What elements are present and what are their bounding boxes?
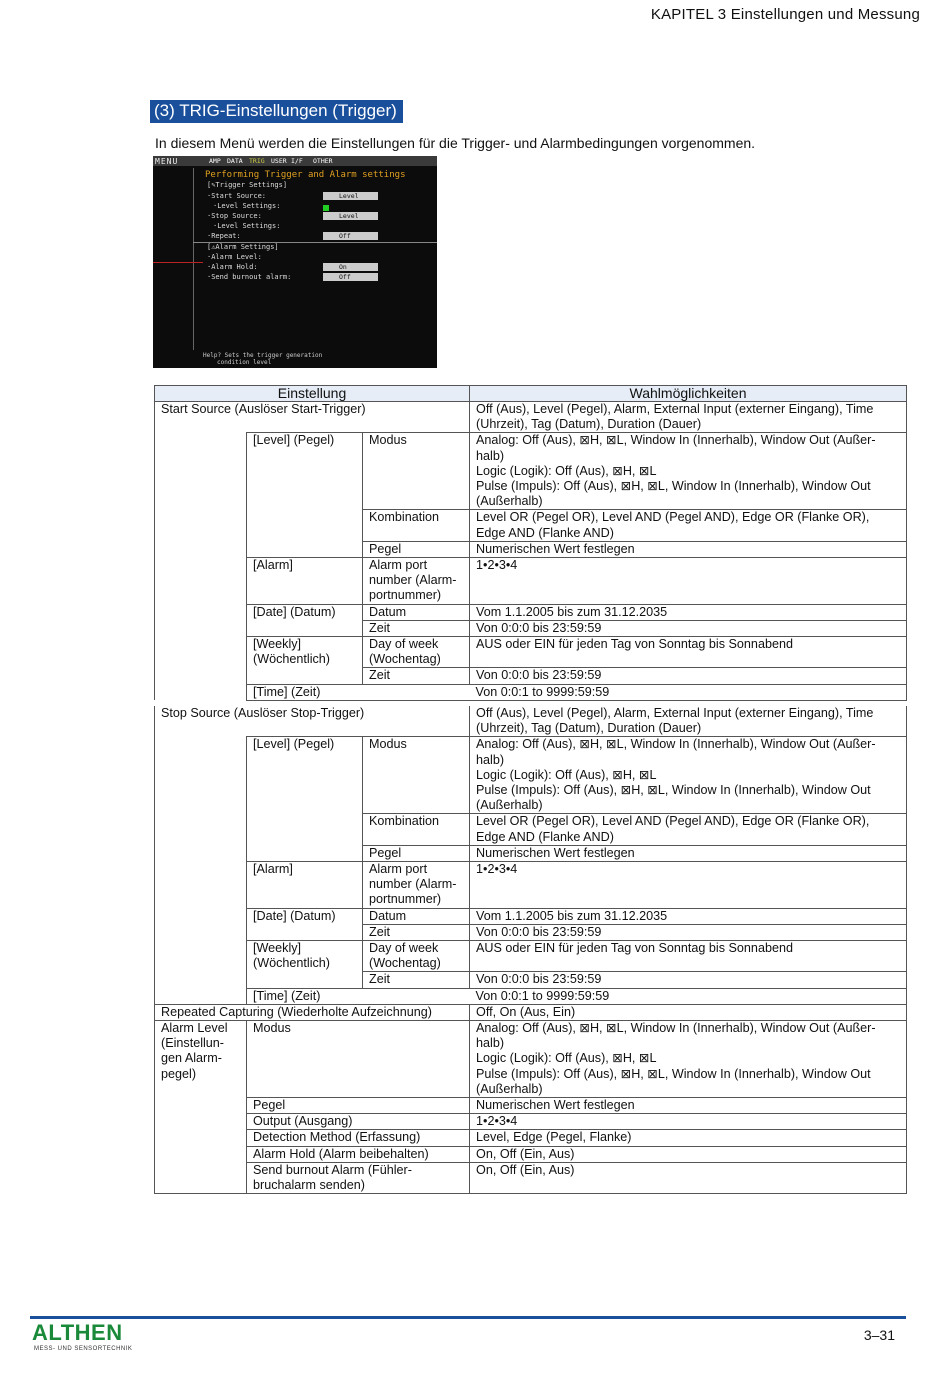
- table-row: [155, 706, 907, 737]
- cell-zeit-options: Von 0:0:0 bis 23:59:59: [470, 668, 907, 684]
- screen-help-text: Help? Sets the trigger generation: [203, 352, 323, 359]
- screen-line: ·Level Settings:: [213, 222, 281, 230]
- cell-modus-options: [470, 433, 907, 510]
- cell-time: [Time] (Zeit): [247, 988, 470, 1004]
- screen-tab-trig: TRIG: [249, 157, 265, 165]
- cell-alarm-port: Alarm port number (Alarm-portnummer): [363, 558, 470, 605]
- screen-tab-user: USER: [271, 157, 287, 165]
- table-row: [155, 604, 907, 620]
- footer-divider: [30, 1316, 906, 1319]
- cell-kombination: Kombination: [363, 510, 470, 541]
- cell-detection-options: Level, Edge (Pegel, Flanke): [470, 1130, 907, 1146]
- cell-start-source: Start Source (Auslöser Start-Trigger): [155, 402, 470, 433]
- table-row: [155, 737, 907, 814]
- cell-ports: 1•2•3•4: [470, 558, 907, 605]
- table-row: [155, 637, 907, 668]
- cell-modus: Modus: [363, 433, 470, 510]
- cell-pegel-options: Numerischen Wert festlegen: [470, 845, 907, 861]
- cell-date: [Date] (Datum): [247, 908, 363, 940]
- screen-trace-line: [153, 262, 203, 263]
- device-screenshot: [153, 156, 437, 368]
- screen-help-text: condition level: [217, 359, 272, 366]
- cell-zeit: Zeit: [363, 620, 470, 636]
- cell-datum-options: Vom 1.1.2005 bis zum 31.12.2035: [470, 604, 907, 620]
- cell-dow-options: AUS oder EIN für jeden Tag von Sonntag bis Sonnabend: [470, 637, 907, 668]
- cell-output-options: 1•2•3•4: [470, 1114, 907, 1130]
- screen-line: [⚠Alarm Settings]: [207, 243, 279, 251]
- table-row: [155, 1146, 907, 1162]
- cell-kombination: Kombination: [363, 814, 470, 845]
- cell-pegel-options: Numerischen Wert festlegen: [470, 1098, 907, 1114]
- screen-tab-amp: AMP: [209, 157, 221, 165]
- settings-table-stop: [154, 706, 907, 1194]
- cell-repeated-options: Off, On (Aus, Ein): [470, 1004, 907, 1020]
- cell-zeit-options: Von 0:0:0 bis 23:59:59: [470, 972, 907, 988]
- screen-line: ·Alarm Level:: [207, 253, 262, 261]
- cell-zeit: Zeit: [363, 924, 470, 940]
- cell-zeit: Zeit: [363, 972, 470, 988]
- table-header-row: [155, 386, 907, 402]
- screen-tab-other: OTHER: [313, 157, 333, 165]
- cell-weekly: [Weekly] (Wöchentlich): [247, 637, 363, 685]
- logo-subtitle: MESS- UND SENSORTECHNIK: [34, 1346, 133, 1352]
- table-row: [155, 1162, 907, 1193]
- screen-line: ·Send burnout alarm:: [207, 273, 292, 281]
- screen-line: ·Level Settings:: [213, 202, 281, 210]
- cell-zeit-options: Von 0:0:0 bis 23:59:59: [470, 924, 907, 940]
- column-header-setting: Einstellung: [155, 386, 470, 402]
- intro-text: In diesem Menü werden die Einstellungen für die Trigger- und Alarmbedingungen vorgenommen.: [155, 135, 756, 151]
- cell-datum: Datum: [363, 908, 470, 924]
- cell-pegel: Pegel: [363, 541, 470, 557]
- table-row: [155, 1114, 907, 1130]
- screen-tab-if: I/F: [291, 157, 303, 165]
- cell-stop-source: Stop Source (Auslöser Stop-Trigger): [155, 706, 470, 737]
- cell-date: [Date] (Datum): [247, 604, 363, 636]
- screen-check-icon: [323, 205, 329, 211]
- cell-alarm-hold: Alarm Hold (Alarm beibehalten): [247, 1146, 470, 1162]
- cell-weekly: [Weekly] (Wöchentlich): [247, 941, 363, 989]
- cell-level: [Level] (Pegel): [247, 737, 363, 862]
- page-number: 3–31: [863, 1327, 895, 1343]
- cell-level: [Level] (Pegel): [247, 433, 363, 558]
- table-row: [155, 433, 907, 510]
- cell-source-options: Off (Aus), Level (Pegel), Alarm, External Input (externer Eingang), Time (Uhrzeit), Tag (Datum), Duration (Dauer): [470, 706, 907, 737]
- cell-zeit: Zeit: [363, 668, 470, 684]
- cell-dow: Day of week (Wochentag): [363, 941, 470, 972]
- cell-alarm-hold-options: On, Off (Ein, Aus): [470, 1146, 907, 1162]
- cell-modus-options: [470, 1021, 907, 1098]
- cell-pegel: Pegel: [247, 1098, 470, 1114]
- cell-spacer: [155, 433, 247, 700]
- screen-heading: Performing Trigger and Alarm settings: [205, 170, 406, 180]
- table-row: [155, 1098, 907, 1114]
- cell-burnout: Send burnout Alarm (Fühler-bruchalarm senden): [247, 1162, 470, 1193]
- cell-modus: Modus: [247, 1021, 470, 1098]
- screen-line: ·Start Source:: [207, 192, 267, 200]
- cell-alarm: [Alarm]: [247, 862, 363, 909]
- modus-pulse: Pulse (Impuls): Off (Aus), ⊠H, ⊠L, Window In (Innerhalb), Window Out (Außerhalb): [476, 783, 871, 813]
- cell-burnout-options: On, Off (Ein, Aus): [470, 1162, 907, 1193]
- cell-datum-options: Vom 1.1.2005 bis zum 31.12.2035: [470, 908, 907, 924]
- cell-datum: Datum: [363, 604, 470, 620]
- screen-tab-data: DATA: [227, 157, 243, 165]
- screen-dropdown: On: [323, 263, 378, 271]
- table-row: [155, 988, 907, 1004]
- cell-kombination-options: Level OR (Pegel OR), Level AND (Pegel AND), Edge OR (Flanke OR), Edge AND (Flanke AND): [470, 814, 907, 845]
- cell-dow: Day of week (Wochentag): [363, 637, 470, 668]
- screen-dropdown: Level: [323, 212, 378, 220]
- cell-kombination-options: Level OR (Pegel OR), Level AND (Pegel AND), Edge OR (Flanke OR), Edge AND (Flanke AND): [470, 510, 907, 541]
- cell-pegel: Pegel: [363, 845, 470, 861]
- modus-analog: Analog: Off (Aus), ⊠H, ⊠L, Window In (Innerhalb), Window Out (Außer-halb): [476, 1021, 876, 1051]
- table-row: [155, 558, 907, 605]
- screen-dropdown: Level: [323, 192, 378, 200]
- modus-logic: Logic (Logik): Off (Aus), ⊠H, ⊠L: [476, 1051, 657, 1066]
- cell-spacer: [155, 737, 247, 1004]
- cell-pegel-options: Numerischen Wert festlegen: [470, 541, 907, 557]
- modus-logic: Logic (Logik): Off (Aus), ⊠H, ⊠L: [476, 463, 657, 478]
- table-row: [155, 1130, 907, 1146]
- screen-menu-label: MENU: [155, 157, 179, 166]
- cell-ports: 1•2•3•4: [470, 862, 907, 909]
- modus-logic: Logic (Logik): Off (Aus), ⊠H, ⊠L: [476, 767, 657, 782]
- screen-help-line: [203, 352, 322, 366]
- cell-alarm: [Alarm]: [247, 558, 363, 605]
- cell-modus-options: [470, 737, 907, 814]
- cell-modus: Modus: [363, 737, 470, 814]
- cell-alarm-port: Alarm port number (Alarm-portnummer): [363, 862, 470, 909]
- table-row: [155, 684, 907, 700]
- screen-dropdown: Off: [323, 232, 378, 240]
- chapter-header: KAPITEL 3 Einstellungen und Messung: [650, 6, 920, 23]
- cell-time-options: Von 0:0:1 to 9999:59:59: [470, 988, 907, 1004]
- screen-line: ·Repeat:: [207, 232, 241, 240]
- column-header-options: Wahlmöglichkeiten: [470, 386, 907, 402]
- screen-divider: [193, 168, 194, 350]
- screen-dropdown: Off: [323, 273, 378, 281]
- cell-output: Output (Ausgang): [247, 1114, 470, 1130]
- table-row: [155, 1004, 907, 1020]
- cell-alarm-level: Alarm Level (Einstellun-gen Alarm-pegel): [155, 1021, 247, 1194]
- screen-line: ·Alarm Hold:: [207, 263, 258, 271]
- modus-pulse: Pulse (Impuls): Off (Aus), ⊠H, ⊠L, Window In (Innerhalb), Window Out (Außerhalb): [476, 479, 871, 509]
- cell-time-options: Von 0:0:1 to 9999:59:59: [470, 684, 907, 700]
- screen-line: [✎Trigger Settings]: [207, 181, 288, 189]
- table-row: [155, 1021, 907, 1098]
- settings-table: [154, 385, 907, 701]
- modus-pulse: Pulse (Impuls): Off (Aus), ⊠H, ⊠L, Window In (Innerhalb), Window Out (Außerhalb): [476, 1066, 871, 1096]
- table-row: [155, 862, 907, 909]
- cell-repeated: Repeated Capturing (Wiederholte Aufzeichnung): [155, 1004, 470, 1020]
- table-row: [155, 402, 907, 433]
- cell-zeit-options: Von 0:0:0 bis 23:59:59: [470, 620, 907, 636]
- althen-logo: ALTHEN: [32, 1320, 123, 1345]
- table-row: [155, 908, 907, 924]
- modus-analog: Analog: Off (Aus), ⊠H, ⊠L, Window In (Innerhalb), Window Out (Außer-halb): [476, 433, 876, 463]
- screen-line: ·Stop Source:: [207, 212, 262, 220]
- cell-source-options: Off (Aus), Level (Pegel), Alarm, External Input (externer Eingang), Time (Uhrzeit), Tag (Datum), Duration (Dauer): [470, 402, 907, 433]
- modus-analog: Analog: Off (Aus), ⊠H, ⊠L, Window In (Innerhalb), Window Out (Außer-halb): [476, 737, 876, 767]
- table-row: [155, 941, 907, 972]
- cell-dow-options: AUS oder EIN für jeden Tag von Sonntag bis Sonnabend: [470, 941, 907, 972]
- cell-detection: Detection Method (Erfassung): [247, 1130, 470, 1146]
- cell-time: [Time] (Zeit): [247, 684, 470, 700]
- section-title: (3) TRIG-Einstellungen (Trigger): [150, 100, 403, 123]
